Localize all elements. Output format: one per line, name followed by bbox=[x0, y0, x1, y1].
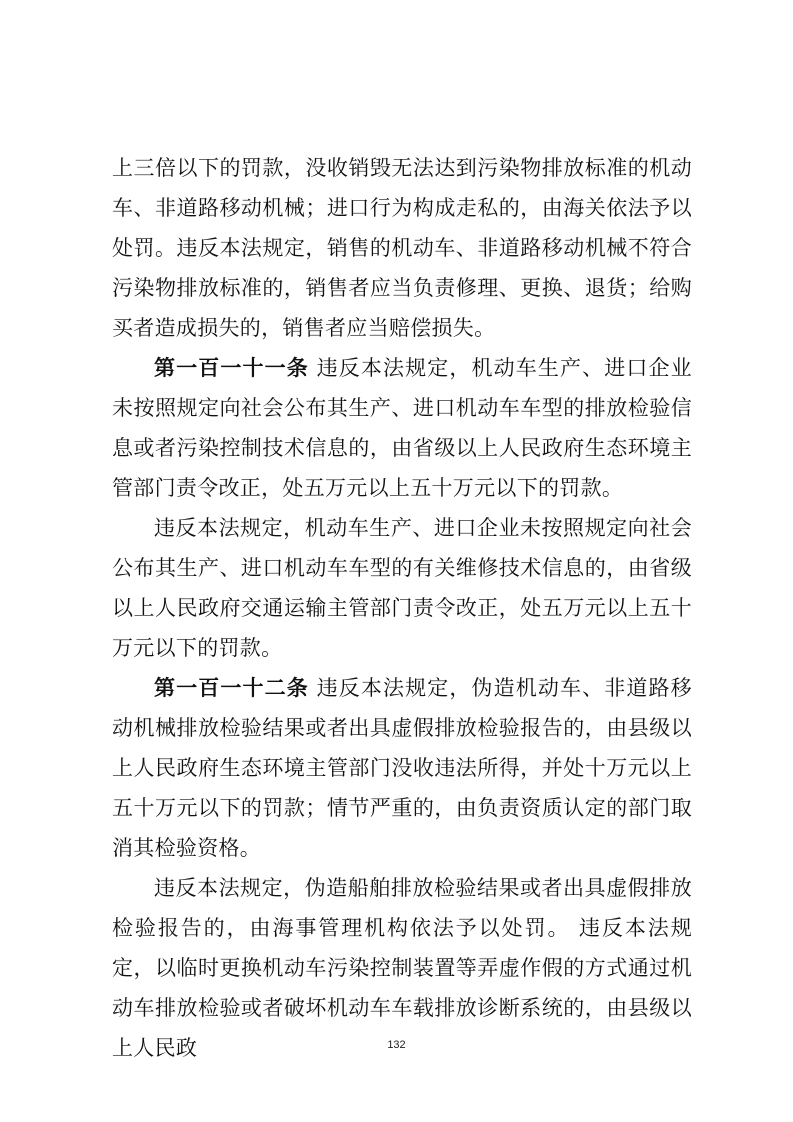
paragraph-text: 违反本法规定，伪造船舶排放检验结果或者出具虚假排放检验报告的，由海事管理机构依法予以处罚。 违反本法规定，以临时更换机动车污染控制装置等弄虚作假的方式通过机动车排放检验或者破坏机动车车载排放诊断系统的，由县级以上人民政 bbox=[112, 876, 692, 1060]
paragraph-continuation bbox=[112, 148, 692, 348]
article-heading: 第一百一十二条 bbox=[154, 676, 309, 700]
paragraph-text: 违反本法规定，机动车生产、进口企业未按照规定向社会公布其生产、进口机动车车型的有关维修技术信息的，由省级以上人民政府交通运输主管部门责令改正，处五万元以上五十万元以下的罚款。 bbox=[112, 516, 692, 660]
paragraph-text: 违反本法规定，机动车生产、进口企业未按照规定向社会公布其生产、进口机动车车型的排放检验信息或者污染控制技术信息的，由省级以上人民政府生态环境主管部门责令改正，处五万元以上五十万元以下的罚款。 bbox=[112, 356, 692, 500]
paragraph-text: 上三倍以下的罚款，没收销毁无法达到污染物排放标准的机动车、非道路移动机械；进口行为构成走私的，由海关依法予以处罚。违反本法规定，销售的机动车、非道路移动机械不符合污染物排放标准的，销售者应当负责修理、更换、退货；给购买者造成损失的，销售者应当赔偿损失。 bbox=[112, 156, 692, 340]
page-number: 132 bbox=[387, 1039, 406, 1051]
paragraph-article-112 bbox=[112, 668, 692, 868]
article-heading: 第一百一十一条 bbox=[154, 356, 309, 380]
body-text bbox=[112, 148, 692, 1068]
paragraph-article-111 bbox=[112, 348, 692, 508]
paragraph-article-111-clause-2 bbox=[112, 508, 692, 668]
paragraph-text: 违反本法规定，伪造机动车、非道路移动机械排放检验结果或者出具虚假排放检验报告的，由县级以上人民政府生态环境主管部门没收违法所得，并处十万元以上五十万元以下的罚款；情节严重的，由负责资质认定的部门取消其检验资格。 bbox=[112, 676, 692, 860]
paragraph-article-112-clause-2 bbox=[112, 868, 692, 1068]
